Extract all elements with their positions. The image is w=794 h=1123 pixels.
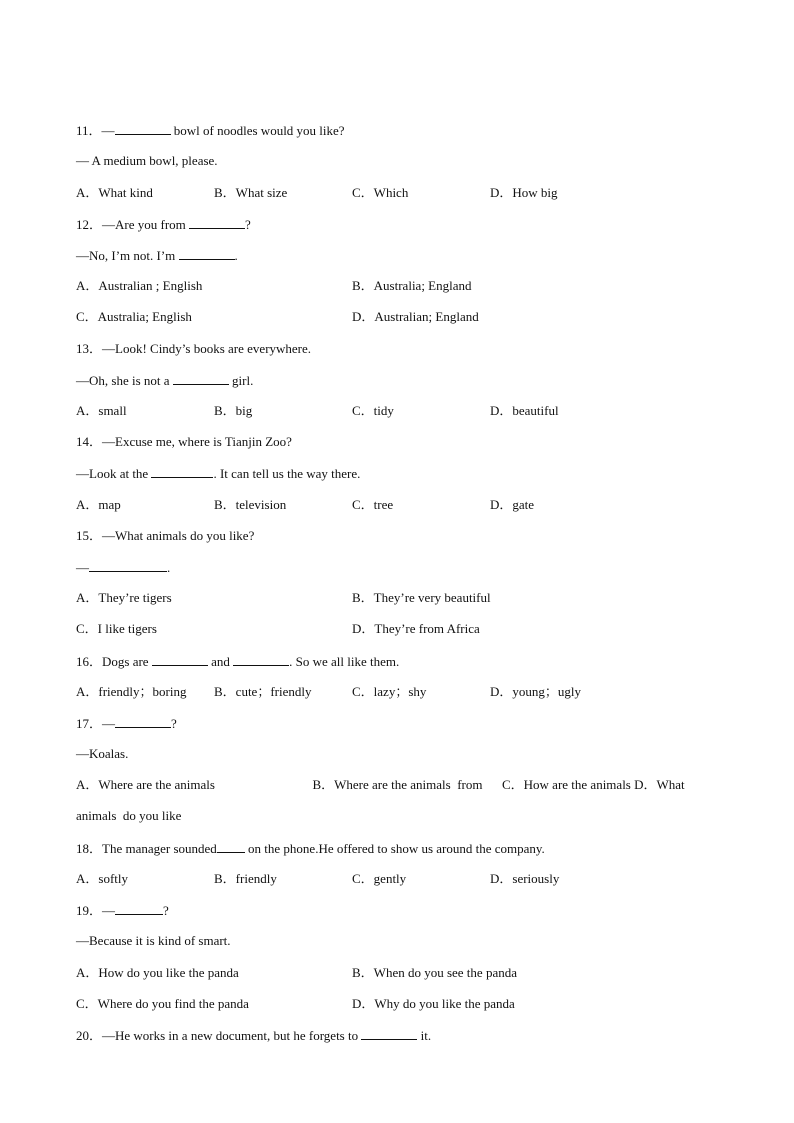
answer-blank bbox=[115, 902, 163, 915]
question-18-stem bbox=[76, 840, 545, 857]
option-a: A．What kind bbox=[76, 185, 153, 200]
reply-text: —Look at the bbox=[76, 466, 152, 481]
option-c: C．tree bbox=[352, 497, 394, 512]
question-20-stem bbox=[76, 1027, 431, 1044]
option-a: A．How do you like the panda bbox=[76, 965, 239, 980]
stem-text: and bbox=[207, 654, 234, 669]
option-d: D．beautiful bbox=[490, 403, 559, 418]
stem-text: ? bbox=[171, 716, 177, 731]
question-12-stem bbox=[76, 216, 251, 233]
option-d: D．Australian; England bbox=[352, 309, 479, 324]
answer-blank bbox=[152, 653, 208, 666]
option-d: D．How big bbox=[490, 185, 558, 200]
question-17-stem bbox=[76, 715, 177, 732]
question-19-stem bbox=[76, 902, 169, 919]
stem-text: 19．— bbox=[76, 903, 116, 918]
option-c: C．gently bbox=[352, 871, 407, 886]
option-c: C．Which bbox=[352, 185, 409, 200]
option-d: D．gate bbox=[490, 497, 535, 512]
question-number: 11．— bbox=[76, 123, 115, 138]
answer-blank bbox=[361, 1027, 417, 1040]
reply-text: . It can tell us the way there. bbox=[213, 466, 361, 481]
stem-text: bowl of noodles would you like? bbox=[170, 123, 345, 138]
question-14-reply bbox=[76, 465, 360, 482]
option-b: B．They’re very beautiful bbox=[352, 590, 491, 605]
option-b: B．Australia; England bbox=[352, 278, 472, 293]
stem-text: it. bbox=[417, 1028, 432, 1043]
option-b: B．friendly bbox=[214, 871, 277, 886]
question-11-reply: — A medium bowl, please. bbox=[76, 153, 218, 168]
answer-blank bbox=[189, 216, 245, 229]
question-12-reply bbox=[76, 247, 238, 264]
option-d: D．seriously bbox=[490, 871, 560, 886]
option-a: A．Australian ; English bbox=[76, 278, 203, 293]
reply-text: . bbox=[167, 560, 171, 575]
option-c: C．I like tigers bbox=[76, 621, 157, 636]
stem-text: 12．—Are you from bbox=[76, 217, 190, 232]
answer-blank bbox=[115, 122, 171, 135]
question-13-reply bbox=[76, 372, 253, 389]
reply-text: . bbox=[234, 248, 238, 263]
reply-text: —No, I’m not. I’m bbox=[76, 248, 179, 263]
option-a: A．They’re tigers bbox=[76, 590, 172, 605]
reply-text: — bbox=[76, 560, 89, 575]
question-14-stem: 14．—Excuse me, where is Tianjin Zoo? bbox=[76, 434, 292, 449]
answer-blank bbox=[89, 559, 167, 572]
option-b: B．cute；friendly bbox=[214, 684, 312, 699]
option-a: A．softly bbox=[76, 871, 129, 886]
option-b: B．big bbox=[214, 403, 253, 418]
answer-blank bbox=[179, 247, 235, 260]
option-b: B．television bbox=[214, 497, 287, 512]
option-a: A．friendly；boring bbox=[76, 684, 187, 699]
stem-text: on the phone.He offered to show us around the company. bbox=[244, 841, 545, 856]
question-15-stem: 15．—What animals do you like? bbox=[76, 528, 255, 543]
option-a: A．small bbox=[76, 403, 127, 418]
stem-text: ? bbox=[163, 903, 169, 918]
option-d: D．Why do you like the panda bbox=[352, 996, 515, 1011]
option-c: C．tidy bbox=[352, 403, 394, 418]
reply-text: —Oh, she is not a bbox=[76, 373, 173, 388]
question-13-stem: 13．—Look! Cindy’s books are everywhere. bbox=[76, 341, 312, 356]
question-17-reply: —Koalas. bbox=[76, 746, 129, 761]
option-c: C．Where do you find the panda bbox=[76, 996, 249, 1011]
option-a: A．map bbox=[76, 497, 121, 512]
stem-text: 17．— bbox=[76, 716, 116, 731]
option-c: C．Australia; English bbox=[76, 309, 192, 324]
answer-blank bbox=[217, 840, 245, 853]
answer-blank bbox=[173, 372, 229, 385]
stem-text: . So we all like them. bbox=[289, 654, 400, 669]
answer-blank bbox=[115, 715, 171, 728]
question-19-reply: —Because it is kind of smart. bbox=[76, 933, 231, 948]
question-17-options-line-1: A．Where are the animals B．Where are the animals from C．How are the animals D．What bbox=[76, 777, 685, 792]
stem-text: 16．Dogs are bbox=[76, 654, 152, 669]
question-17-options-line-2: animals do you like bbox=[76, 808, 182, 823]
answer-blank bbox=[233, 653, 289, 666]
stem-text: 18．The manager sounded bbox=[76, 841, 217, 856]
question-16-stem bbox=[76, 653, 399, 670]
option-d: D．They’re from Africa bbox=[352, 621, 480, 636]
stem-text: ? bbox=[245, 217, 251, 232]
reply-text: girl. bbox=[228, 373, 254, 388]
question-11-stem bbox=[76, 122, 345, 139]
option-d: D．young；ugly bbox=[490, 684, 582, 699]
option-b: B．What size bbox=[214, 185, 288, 200]
option-b: B．When do you see the panda bbox=[352, 965, 517, 980]
stem-text: 20．—He works in a new document, but he forgets to bbox=[76, 1028, 362, 1043]
option-c: C．lazy；shy bbox=[352, 684, 427, 699]
question-15-reply bbox=[76, 559, 170, 576]
answer-blank bbox=[151, 465, 213, 478]
